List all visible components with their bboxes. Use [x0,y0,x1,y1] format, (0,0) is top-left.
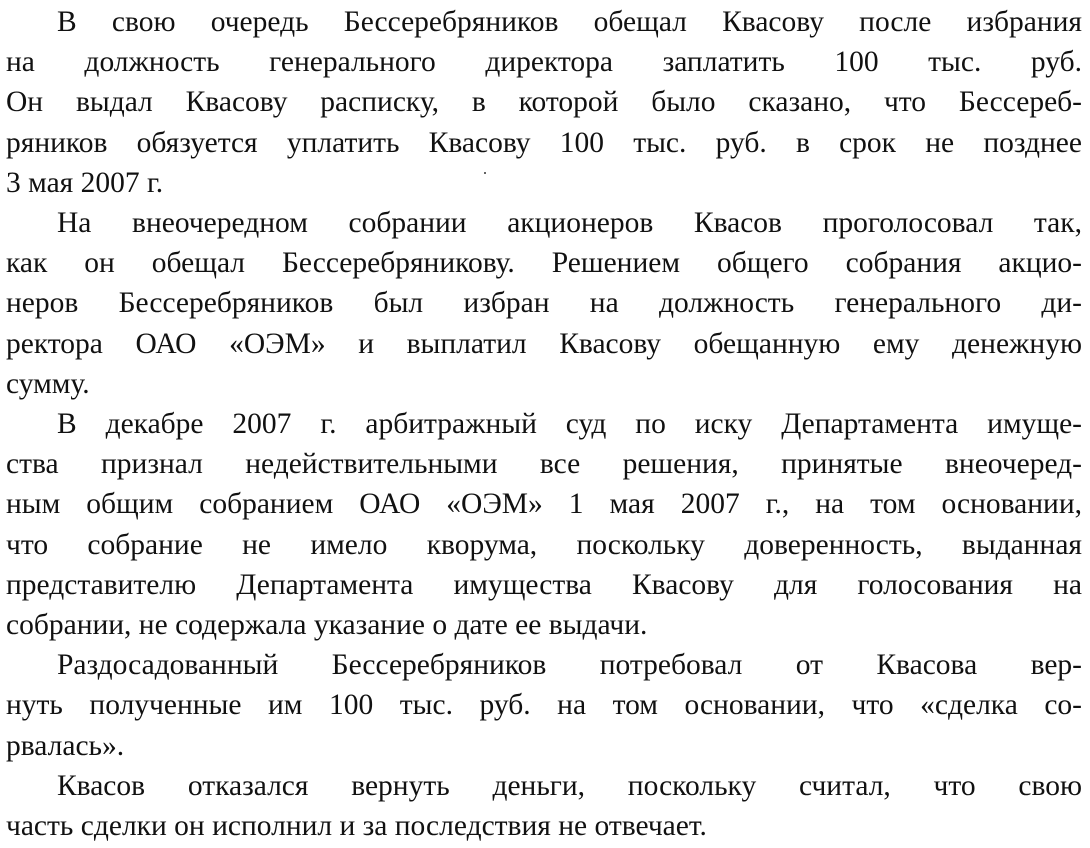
text-line: нуть полученные им 100 тыс. руб. на том основании, что «сделка со- [6,689,1082,722]
text-line: сумму. [6,367,90,400]
text-line: На внеочередном собрании акционеров Квасов проголосовал так, [57,207,1082,239]
text-line: Он выдал Квасову расписку, в которой было сказано, что Бессереб- [6,86,1082,119]
text-line: В свою очередь Бессеребряников обещал Квасову после избрания [57,6,1082,38]
text-line: собрании, не содержала указание о дате ее выдачи. [6,609,648,641]
text-line: рвалась». [6,729,125,762]
text-line: Квасов отказался вернуть деньги, поскольку считал, что свою [57,769,1082,802]
text-line: неров Бессеребряников был избран на должность генерального ди- [6,287,1082,320]
text-line: на должность генерального директора заплатить 100 тыс. руб. [6,46,1082,79]
text-line: часть сделки он исполнил и за последствия не отвечает. [6,810,707,842]
text-line: что собрание не имело кворума, поскольку доверенность, выданная [6,528,1082,561]
text-line: представителю Департамента имущества Квасову для голосования на [6,568,1082,601]
scan-speck [484,172,486,174]
text-line: как он обещал Бессеребряникову. Решением общего собрания акцио- [6,247,1082,280]
text-line: ным общим собранием ОАО «ОЭМ» 1 мая 2007 г., на том основании, [6,488,1082,521]
text-line: 3 мая 2007 г. [6,166,164,199]
text-line: В декабре 2007 г. арбитражный суд по иску Департамента имуще- [57,408,1082,440]
text-line: Раздосадованный Бессеребряников потребовал от Квасова вер- [57,649,1082,682]
text-line: ства признал недействительными все решения, принятые внеочеред- [6,448,1082,481]
text-line: ректора ОАО «ОЭМ» и выплатил Квасову обещанную ему денежную [6,327,1082,360]
text-line: ряников обязуется уплатить Квасову 100 тыс. руб. в срок не позднее [6,126,1082,159]
